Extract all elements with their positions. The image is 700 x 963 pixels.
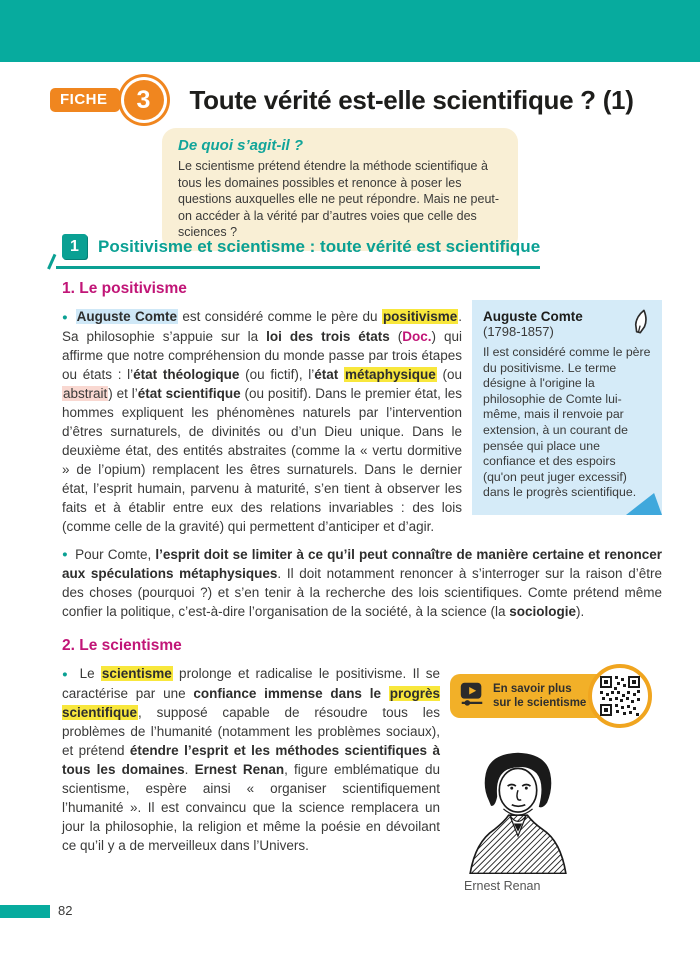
subsection-title-positivisme: 1. Le positivisme bbox=[62, 280, 187, 297]
paragraph-positivisme-2: ● Pour Comte, l’esprit doit se limiter à ce qu’il peut connaître de manière certaine et renoncer aux spéculations métaphysiques. Il doit notamment renoncer à s’interroger sur la raison d’être des choses (pourquoi ?) et s’en tenir à la recherche des lois scientifiques. Comte prétend même confier la politique, c’est-à-dire l’organisation de la société, à la science (la sociologie). bbox=[62, 545, 662, 622]
paragraph-positivisme-1: ● Auguste Comte est considéré comme le père du positivisme. Sa philosophie s’appuie sur la loi des trois états (Doc.) qui affirme que notre compréhension du monde passe par trois étapes ou états : l’état théologique (ou fictif), l’état métaphysique (ou abstrait) et l’état scientifique (ou positif). Dans le premier état, les hommes expliquent les phénomènes naturels par l’intervention d’êtres surnaturels, de divinités ou d’un Dieu unique. Dans le deuxième état, des entités abstraites (comme la « vertu dormitive » de l’opium) remplacent les êtres surnaturels. Dans le dernier état, l’esprit humain, parvenu à maturité, s’en tient à observer les faits et à établir entre eux des relations invariables : des lois (comme celle de la gravité) qui permettent d’anticiper et d’agir. bbox=[62, 307, 462, 536]
qr-code[interactable] bbox=[588, 664, 652, 728]
fiche-badge bbox=[50, 80, 164, 120]
section-heading bbox=[56, 234, 540, 269]
section-title: Positivisme et scientisme : toute vérité est scientifique bbox=[98, 236, 541, 256]
intro-box-heading: De quoi s’agit-il ? bbox=[178, 137, 304, 154]
ernest-renan-portrait bbox=[466, 748, 570, 874]
paragraph-scientisme: ● Le scientisme prolonge et radicalise le positivisme. Il se caractérise par une confiance immense dans le progrès scientifique, supposé capable de résoudre tous les problèmes de l’humanité (notamment les problèmes sociaux), et prétend étendre l’esprit et les méthodes scientifiques à tous les domaines. Ernest Renan, figure emblématique du scientisme, espère ainsi « organiser scientifiquement l’humanité ». Il est convaincu que la science remplacera un jour la philosophie, la religion et même la poésie en dévoilant ce qu’il y a de merveilleux dans l’Univers. bbox=[62, 664, 440, 855]
fiche-label: FICHE bbox=[50, 88, 120, 112]
author-name: Auguste Comte bbox=[483, 309, 583, 324]
top-band bbox=[0, 0, 700, 62]
page-number: 82 bbox=[58, 903, 73, 918]
positivisme-row bbox=[62, 305, 662, 536]
author-note-body: Il est considéré comme le père du positivisme. Le terme désigne à l'origine la philosophie de Comte lui-même, mais il renvoie par extension, à un courant de pensée qui place une confiance et des espoirs (qu'on peut juger excessif) dans le progrès scientifique. bbox=[483, 345, 651, 500]
video-play-icon bbox=[458, 680, 486, 713]
header bbox=[50, 80, 634, 120]
main-content bbox=[62, 234, 662, 893]
qr-label: En savoir plus sur le scientisme bbox=[493, 683, 587, 709]
fiche-number-badge: 3 bbox=[124, 80, 164, 120]
section-number-badge: 1 bbox=[62, 234, 87, 259]
page-title: Toute vérité est-elle scientifique ? (1) bbox=[189, 84, 634, 115]
media-column bbox=[450, 664, 662, 893]
portrait-caption: Ernest Renan bbox=[464, 879, 541, 893]
footer-bar bbox=[0, 905, 50, 918]
qr-link-box[interactable] bbox=[450, 664, 656, 728]
author-note-box bbox=[472, 300, 662, 515]
intro-box-body: Le scientisme prétend étendre la méthode scientifique à tous les domaines possibles et renonce à poser les questions auxquelles elle ne peut répondre. Mais ne peut-on accéder à la vérité par d’autres voies que celle des sciences ? bbox=[178, 159, 500, 239]
quill-icon bbox=[632, 307, 650, 342]
subsection-title-scientisme: 2. Le scientisme bbox=[62, 637, 182, 654]
author-dates: (1798-1857) bbox=[483, 324, 554, 339]
scientisme-row bbox=[62, 662, 662, 893]
intro-box bbox=[162, 128, 518, 251]
